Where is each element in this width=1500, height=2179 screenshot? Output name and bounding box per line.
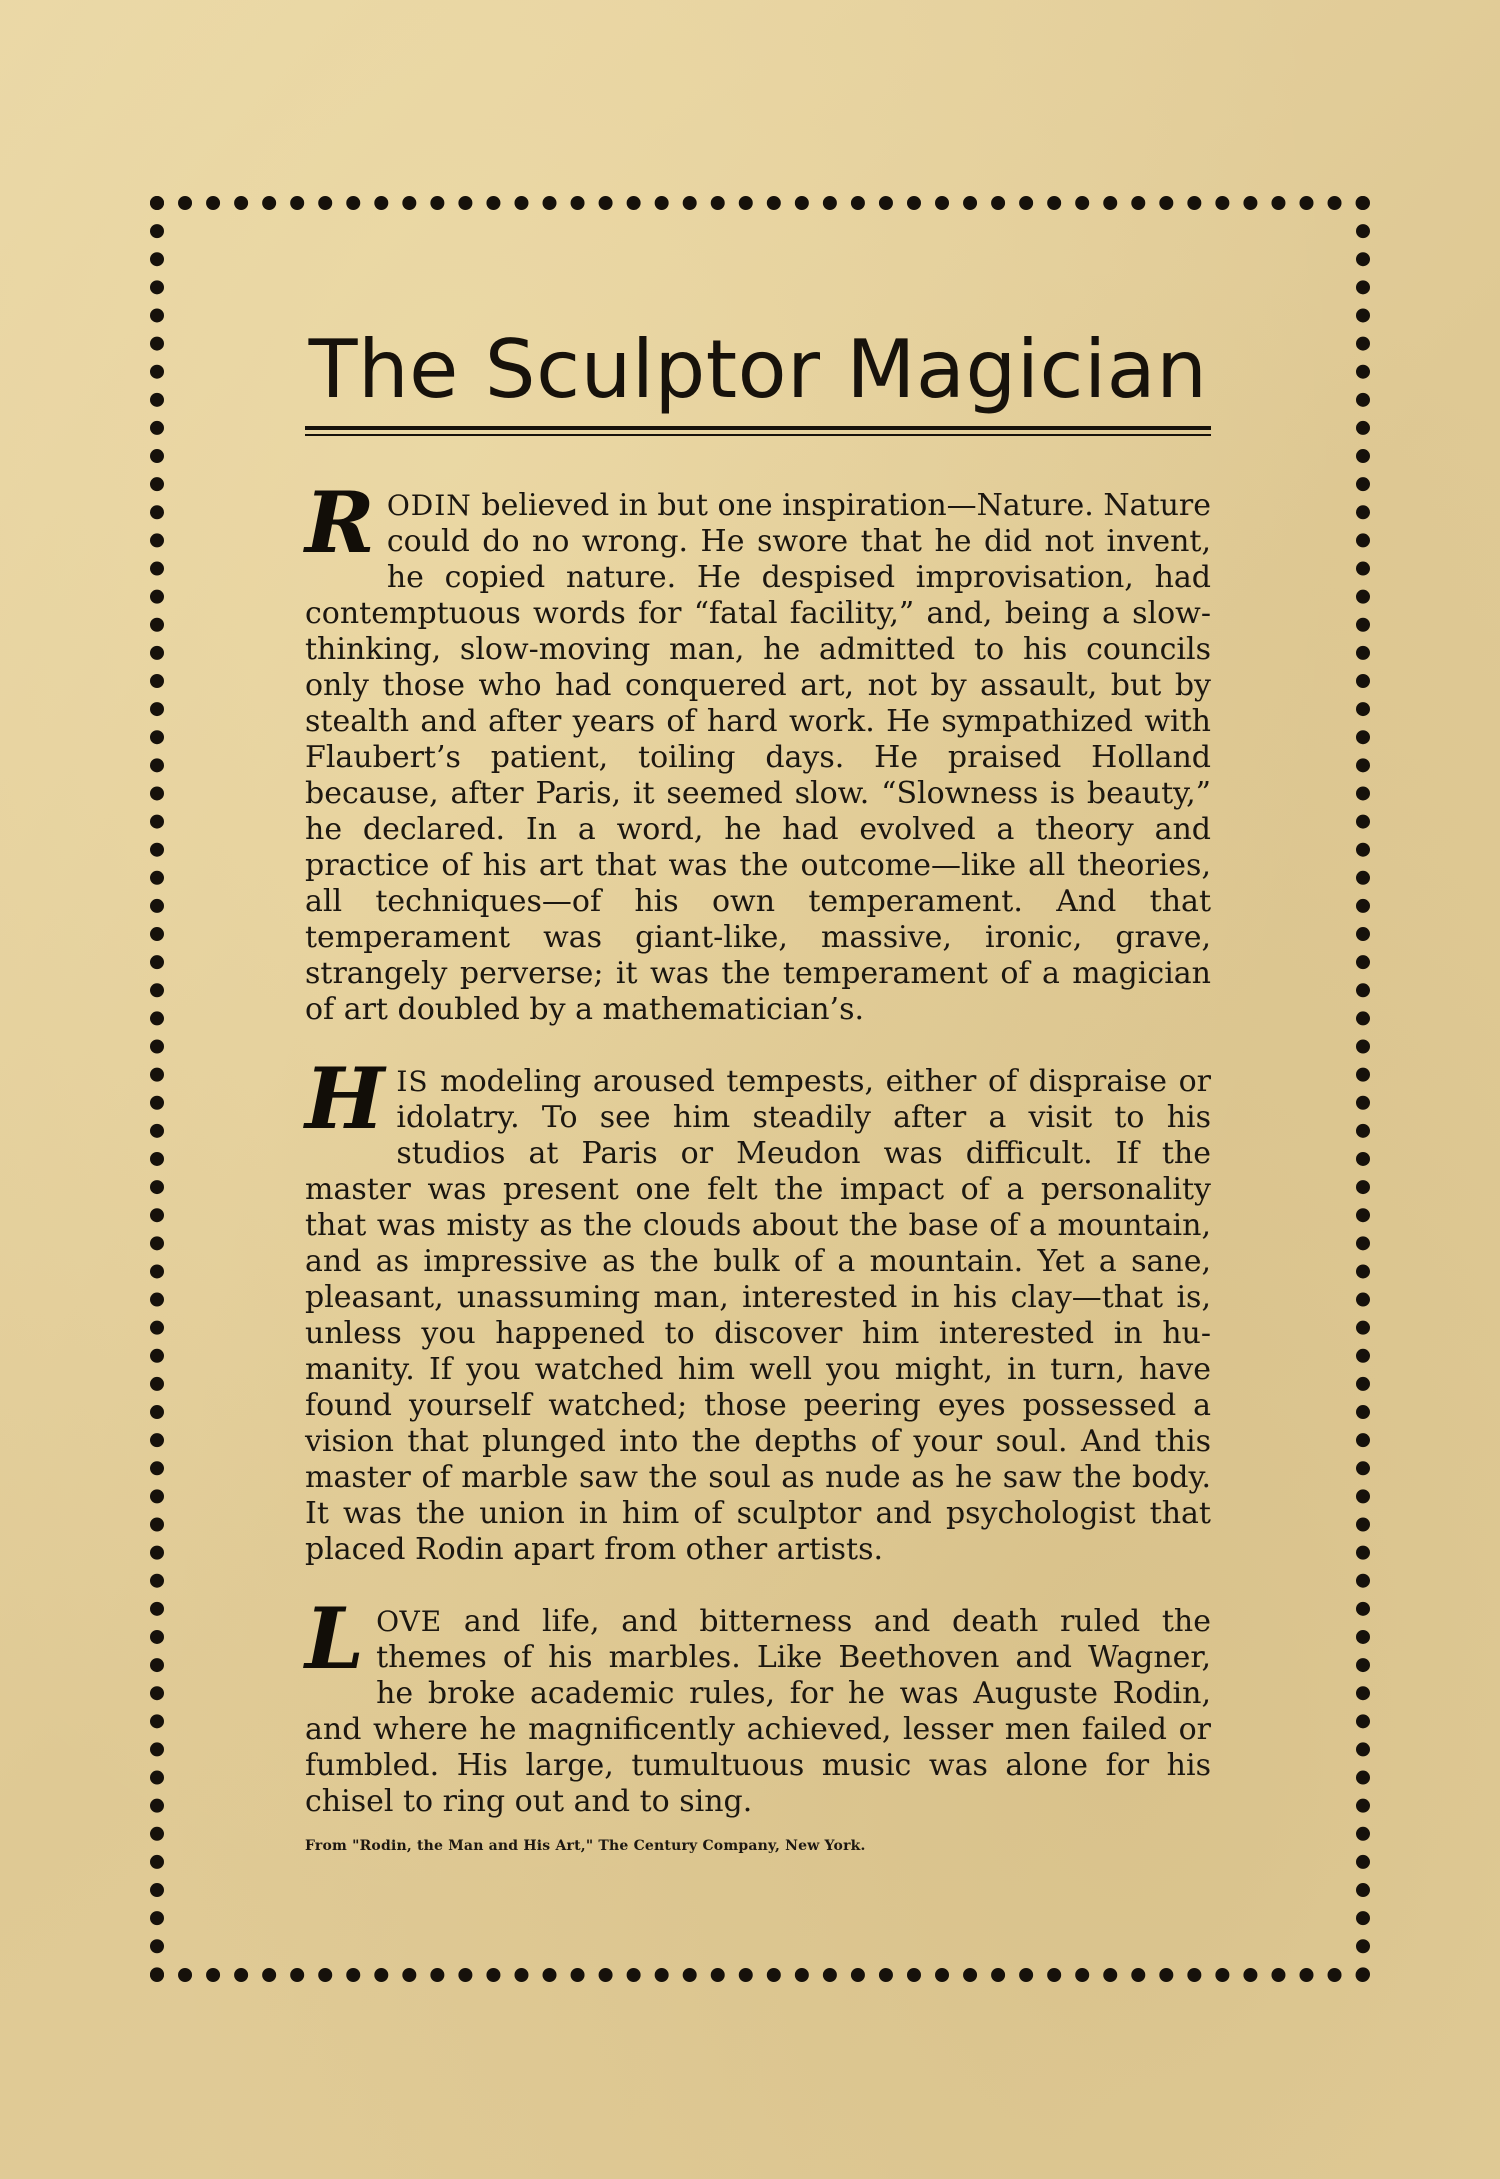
lead-word: IS (396, 1065, 429, 1098)
drop-cap: R (305, 473, 375, 572)
paragraph-2 (305, 1049, 1211, 1568)
paragraph-1 (305, 473, 1211, 1028)
lead-word: OVE (376, 1605, 443, 1638)
page-title: The Sculptor Magician (308, 323, 1208, 416)
source-credit: From "Rodin, the Man and His Art," The Century Company, New York. (305, 1838, 866, 1854)
paragraph-text: and life, and bitterness and death ruled the themes of his marbles. Like Beethoven and Wagner, he broke academic rules, for he was Auguste Rodin, and where he magnificently achieved, lesser men failed or fumbled. His large, tumultuous music was alone for his chisel to ring out and to sing. (305, 1604, 1211, 1819)
drop-cap: H (305, 1049, 385, 1148)
title-double-rule (305, 426, 1211, 436)
article (305, 320, 1211, 1854)
paragraph-text: modeling aroused tempests, either of dispraise or idolatry. To see him steadily after a visit to his studios at Paris or Meudon was difficult. If the master was present one felt the impact of a personality that was misty as the clouds about the base of a mountain, and as impressive as the bulk of a mountain. Yet a sane, pleasant, unassuming man, interested in his clay—that is, unless you happened to discover him interested in humanity. If you watched him well you might, in turn, have found yourself watched; those peering eyes possessed a vision that plunged into the depths of your soul. And this master of marble saw the soul as nude as he saw the body. It was the union in him of sculptor and psychologist that placed Rodin apart from other artists. (305, 1064, 1211, 1567)
drop-cap: L (305, 1589, 365, 1688)
lead-word: ODIN (386, 489, 472, 522)
paragraph-text: believed in but one inspiration—Nature. Nature could do no wrong. He swore that he did not invent, he copied nature. He despised improvisation, had contemptuous words for “fatal facility,” and, being a slow-thinking, slow-moving man, he admitted to his councils only those who had conquered art, not by assault, but by stealth and after years of hard work. He sympathized with Flaubert’s patient, toiling days. He praised Holland because, after Paris, it seemed slow. “Slowness is beauty,” he declared. In a word, he had evolved a theory and practice of his art that was the outcome—like all theories, all techniques—of his own temperament. And that temperament was giant-like, massive, ironic, grave, strangely perverse; it was the temperament of a magician of art doubled by a mathematician’s. (305, 488, 1211, 1027)
paragraph-3 (305, 1589, 1211, 1820)
